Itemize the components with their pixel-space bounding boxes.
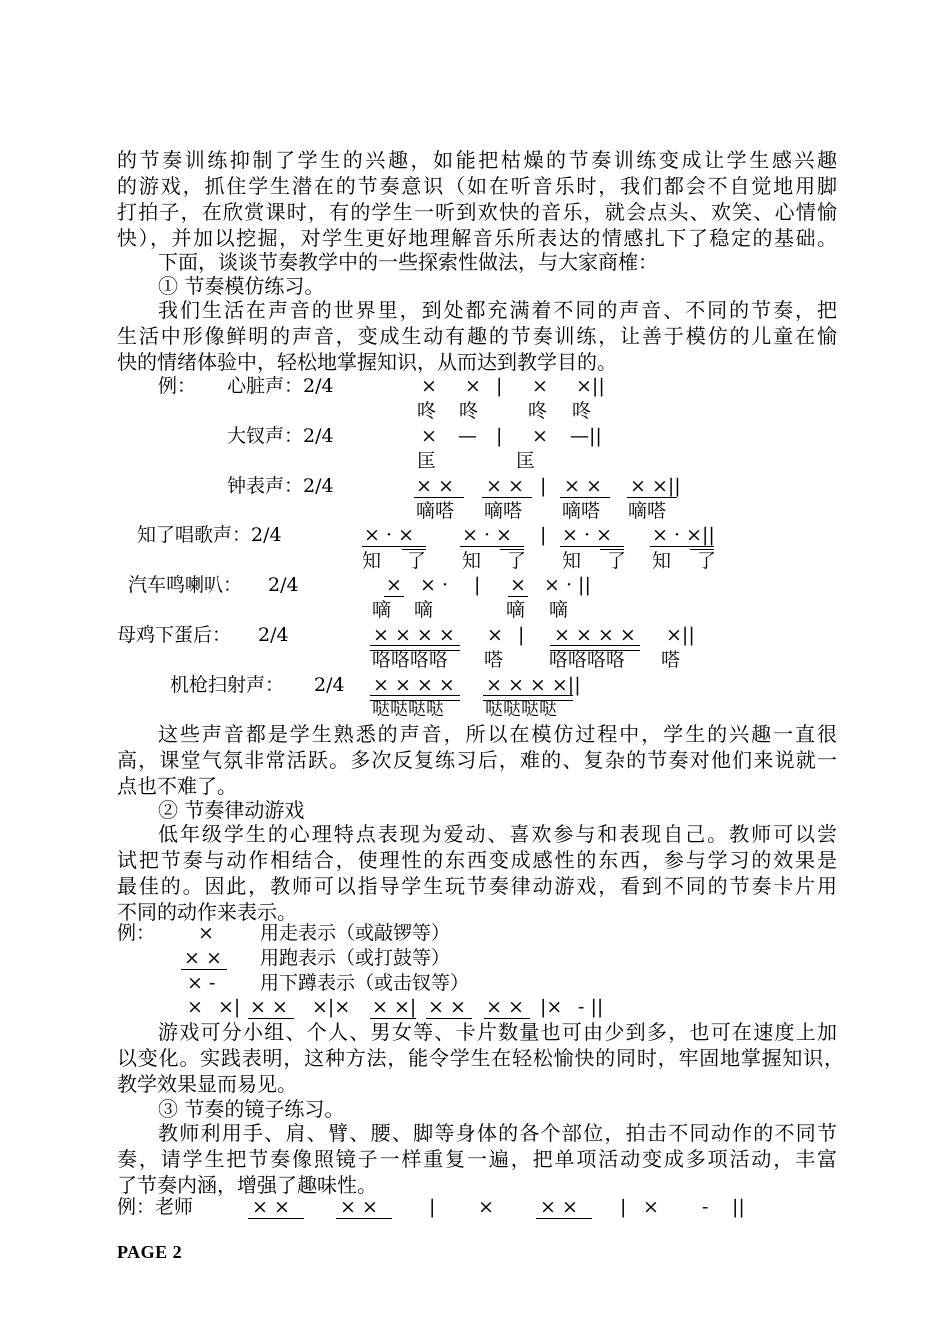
lyric: 知 — [362, 550, 382, 572]
rhythm-desc: 用下蹲表示（或击钗等） — [260, 972, 470, 994]
lyric: 嘀嗒 — [628, 500, 667, 522]
lyric: 哒哒哒哒 — [485, 699, 557, 720]
note: × × — [486, 475, 524, 497]
note: |× — [540, 996, 563, 1018]
cymbal-label: 大钗声：2/4 — [227, 425, 334, 447]
barline: | — [474, 574, 481, 596]
lyric: 嗒 — [484, 649, 504, 671]
note: × — [643, 1196, 659, 1218]
note: × — [198, 922, 214, 944]
note: × · — [420, 574, 448, 596]
beam — [336, 1218, 392, 1219]
note: × — [386, 574, 402, 596]
lyric: 知 — [462, 550, 482, 572]
lyric: 哒哒哒哒 — [372, 699, 444, 720]
lyric: 了 — [697, 550, 717, 572]
beam — [482, 497, 532, 498]
body-line: 最佳的。因此，教师可以指导学生玩节奏律动游戏，看到不同的节奏卡片用 — [117, 874, 837, 898]
page-footer: PAGE 2 — [117, 1242, 183, 1262]
body-line: 这些声音都是学生熟悉的声音，所以在模仿过程中，学生的兴趣一直很 — [158, 722, 837, 746]
beam — [508, 596, 528, 597]
beam — [248, 1218, 304, 1219]
barline: | — [496, 425, 503, 447]
body-line: 奏，请学生把节奏像照镜子一样重复一遍，把单项活动变成多项活动，丰富 — [117, 1147, 837, 1171]
note: × × — [486, 996, 524, 1018]
lyric: 嘀嗒 — [562, 500, 601, 522]
horn-label: 汽车鸣喇叭： — [128, 574, 243, 596]
barline: | — [518, 624, 525, 646]
body-line: 快的情绪体验中，轻松地掌握知识，从而达到教学目的。 — [117, 350, 617, 374]
note: × - — [187, 972, 216, 994]
body-line: 我们生活在声音的世界里，到处都充满着不同的声音、不同的节奏，把 — [158, 298, 837, 322]
body-line: 教师利用手、肩、臂、腰、脚等身体的各个部位，拍击不同动作的不同节 — [158, 1121, 837, 1145]
body-line: 了节奏内涵，增强了趣味性。 — [117, 1173, 377, 1197]
beam — [484, 1018, 530, 1019]
body-line: 点也不难了。 — [117, 774, 237, 798]
lyric: 咯咯咯咯 — [372, 649, 449, 671]
section-title: ① 节奏模仿练习。 — [158, 274, 325, 298]
lyric: 咯咯咯咯 — [549, 649, 626, 671]
meter: 2/4 — [258, 624, 289, 646]
beam — [181, 969, 227, 970]
beam — [384, 596, 404, 597]
lyric: 咚 — [572, 400, 592, 422]
body-line: 的游戏，抓住学生潜在的节奏意识（如在听音乐时，我们都会不自觉地用脚 — [117, 174, 837, 198]
note: ×| — [218, 996, 241, 1018]
example-label: 例： — [117, 922, 156, 944]
note: - || — [578, 996, 604, 1018]
note: —|| — [570, 425, 602, 447]
note: × — [532, 375, 548, 397]
lyric: 咚 — [528, 400, 548, 422]
note: × ×|| — [630, 475, 681, 497]
note: × × — [428, 996, 466, 1018]
note: × × — [340, 1196, 378, 1218]
lyric: 嘀嗒 — [416, 500, 455, 522]
note: × × — [184, 947, 222, 969]
body-line: 不同的动作来表示。 — [117, 900, 297, 924]
body-line: 快），并加以挖掘，对学生更好地理解音乐所表达的情感扎下了稳定的基础。 — [117, 226, 837, 250]
body-line: 试把节奏与动作相结合，使理性的东西变成感性的东西，参与学习的效果是 — [117, 848, 837, 872]
note: × × — [564, 475, 602, 497]
lyric: 嘀 — [372, 599, 392, 621]
body-line: 教学效果显而易见。 — [117, 1072, 297, 1096]
section-title: ③ 节奏的镜子练习。 — [158, 1097, 345, 1121]
body-line: 打拍子，在欣赏课时，有的学生一听到欢快的音乐，就会点头、欢笑、心情愉 — [117, 200, 837, 224]
lyric: 嘀 — [549, 599, 569, 621]
note: - — [702, 1196, 709, 1218]
body-line: 生活中形像鲜明的声音，变成生动有趣的节奏训练，让善于模仿的儿童在愉 — [117, 324, 837, 348]
lyric: 了 — [407, 550, 427, 572]
beam — [370, 1018, 416, 1019]
lyric: 咚 — [459, 400, 479, 422]
note: × × — [416, 475, 454, 497]
clock-label: 钟表声：2/4 — [227, 475, 334, 497]
barline: | — [496, 375, 503, 397]
note: — — [458, 425, 477, 447]
note: × × × ×|| — [486, 674, 581, 696]
hen-label: 母鸡下蛋后： — [117, 624, 232, 646]
note: × — [532, 425, 548, 447]
body-line: 游戏可分小组、个人、男女等、卡片数量也可由少到多，也可在速度上加 — [158, 1020, 837, 1044]
note: ×|| — [666, 624, 695, 646]
body-line: 下面，谈谈节奏教学中的一些探索性做法，与大家商榷： — [158, 250, 658, 274]
body-line: 以变化。实践表明，这种方法，能令学生在轻松愉快的同时，牢固地掌握知识， — [117, 1046, 844, 1070]
lyric: 了 — [607, 550, 627, 572]
beam — [414, 497, 464, 498]
beam — [627, 497, 677, 498]
note: × × — [250, 996, 288, 1018]
beam — [248, 1018, 294, 1019]
note: ×|× — [312, 996, 351, 1018]
lyric: 嘀 — [506, 599, 526, 621]
section-title: ② 节奏律动游戏 — [158, 798, 305, 822]
note: × — [478, 1196, 494, 1218]
meter: 2/4 — [268, 574, 299, 596]
body-line: 的节奏训练抑制了学生的兴趣，如能把枯燥的节奏训练变成让学生感兴趣 — [117, 148, 837, 172]
note: ×|| — [576, 375, 605, 397]
lyric: 匡 — [516, 450, 536, 472]
note: × — [421, 425, 437, 447]
lyric: 咚 — [417, 400, 437, 422]
body-line: 低年级学生的心理特点表现为爱动、喜欢参与和表现自己。教师可以尝 — [158, 822, 837, 846]
barline: | — [540, 475, 547, 497]
beam — [426, 1018, 472, 1019]
beam — [362, 546, 426, 547]
barline: | — [540, 524, 547, 546]
heart-label: 心脏声：2/4 — [227, 375, 334, 397]
note: × × × × — [373, 674, 455, 696]
note: × — [465, 375, 481, 397]
beam — [650, 546, 714, 547]
note: × × — [540, 1196, 578, 1218]
rhythm-desc: 用跑表示（或打鼓等） — [260, 947, 451, 969]
lyric: 嘀 — [414, 599, 434, 621]
note: × — [487, 624, 503, 646]
example-label: 例： — [158, 375, 197, 397]
note: × — [510, 574, 526, 596]
note: × — [421, 375, 437, 397]
rhythm-desc: 用走表示（或敲锣等） — [260, 922, 451, 944]
beam — [460, 546, 524, 547]
cicada-label: 知了唱歌声：2/4 — [137, 524, 282, 546]
lyric: 了 — [507, 550, 527, 572]
meter: 2/4 — [314, 674, 345, 696]
lyric: 嗒 — [661, 649, 681, 671]
beam — [560, 546, 624, 547]
note: × · × — [562, 524, 612, 546]
note: × · || — [544, 574, 591, 596]
note: × × × × — [554, 624, 636, 646]
gun-label: 机枪扫射声： — [170, 674, 285, 696]
barline: | — [620, 1196, 627, 1218]
barline: || — [732, 1196, 745, 1218]
lyric: 嘀嗒 — [484, 500, 523, 522]
note: × ×| — [372, 996, 417, 1018]
lyric: 匡 — [417, 450, 437, 472]
note: × — [187, 996, 203, 1018]
note: × × × × — [373, 624, 455, 646]
lyric: 知 — [562, 550, 582, 572]
beam — [536, 1218, 592, 1219]
beam — [560, 497, 610, 498]
note: × · × — [364, 524, 414, 546]
note: × · × — [462, 524, 512, 546]
barline: | — [429, 1196, 436, 1218]
note: × × — [252, 1196, 290, 1218]
example-label: 例：老师 — [117, 1196, 194, 1218]
note: × · ×|| — [652, 524, 715, 546]
body-line: 高，课堂气氛非常活跃。多次反复练习后，难的、复杂的节奏对他们来说就一 — [117, 748, 837, 772]
lyric: 知 — [652, 550, 672, 572]
